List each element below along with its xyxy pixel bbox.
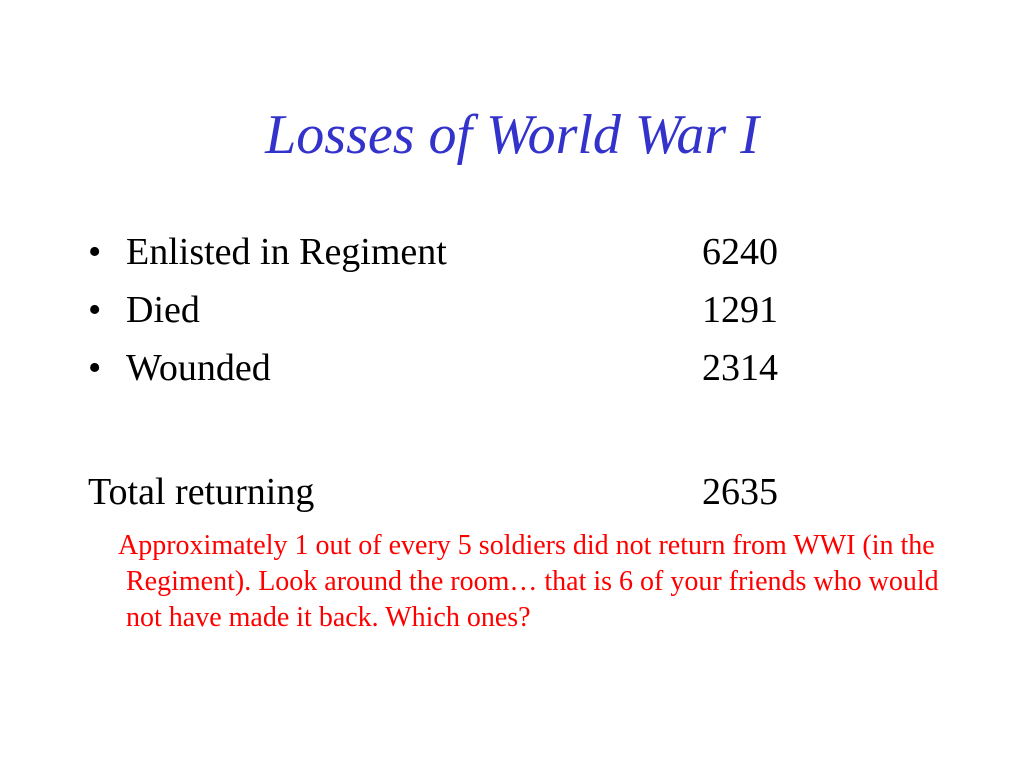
bullet-item-died [88, 284, 848, 342]
bullet-value: 2314 [702, 347, 778, 389]
bullet-marker: • [88, 289, 102, 331]
bullet-marker: • [88, 231, 102, 273]
slide-title: Losses of World War I [265, 104, 759, 166]
bullet-marker: • [88, 347, 102, 389]
bullet-label: Died [126, 289, 200, 331]
bullet-value: 6240 [702, 231, 778, 273]
total-label: Total returning [88, 471, 315, 513]
total-returning-row [88, 466, 848, 518]
bullet-list [88, 226, 848, 400]
bullet-item-wounded [88, 342, 848, 400]
total-value: 2635 [702, 471, 778, 513]
bullet-value: 1291 [702, 289, 778, 331]
bullet-item-enlisted [88, 226, 848, 284]
bullet-label: Wounded [126, 347, 271, 389]
note-paragraph: Approximately 1 out of every 5 soldiers did not return from WWI (in the Regiment). Look around the room… that is 6 of your friends who would not have made it back. Which ones? [118, 530, 939, 633]
bullet-label: Enlisted in Regiment [126, 231, 447, 273]
